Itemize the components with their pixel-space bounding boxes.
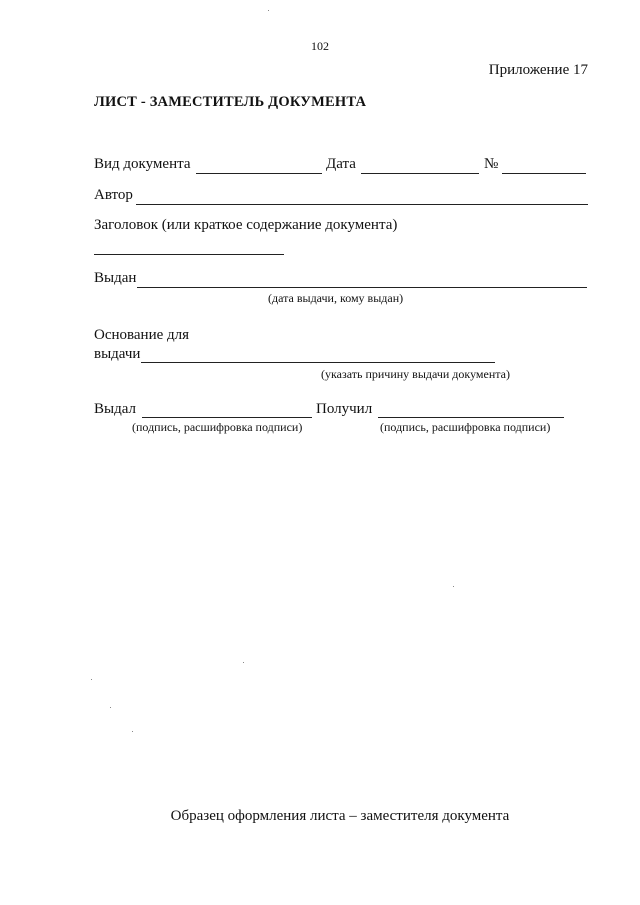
scan-speck: [91, 679, 92, 680]
doc-type-field[interactable]: [196, 173, 322, 174]
signature-caption-right: (подпись, расшифровка подписи): [380, 420, 551, 434]
author-label: Автор: [94, 187, 133, 203]
issued-field[interactable]: [137, 287, 587, 288]
basis-caption: (указать причину выдачи документа): [321, 367, 510, 381]
footer-caption: Образец оформления листа – заместителя документа: [170, 808, 510, 824]
issued-by-label: Выдал: [94, 401, 136, 417]
received-label: Получил: [316, 401, 373, 417]
date-label: Дата: [326, 156, 356, 172]
scan-speck: [453, 586, 454, 587]
appendix-label: Приложение 17: [488, 62, 588, 78]
number-label: №: [484, 156, 499, 172]
date-field[interactable]: [361, 173, 479, 174]
received-signature-field[interactable]: [378, 417, 564, 418]
scan-speck: [110, 707, 111, 708]
doc-type-label: Вид документа: [94, 156, 191, 172]
heading-label: Заголовок (или краткое содержание документа): [94, 217, 398, 233]
scan-speck: [132, 731, 133, 732]
issued-by-signature-field[interactable]: [142, 417, 312, 418]
signature-caption-left: (подпись, расшифровка подписи): [132, 420, 303, 434]
issued-label: Выдан: [94, 270, 137, 286]
basis-label-line2: выдачи: [94, 346, 141, 362]
scan-speck: [243, 662, 244, 663]
basis-field[interactable]: [141, 362, 495, 363]
heading-field[interactable]: [94, 254, 284, 255]
document-title: ЛИСТ - ЗАМЕСТИТЕЛЬ ДОКУМЕНТА: [94, 94, 367, 110]
author-field[interactable]: [136, 204, 588, 205]
page-number: 102: [311, 39, 329, 53]
number-field[interactable]: [502, 173, 586, 174]
basis-label-line1: Основание для: [94, 327, 190, 343]
scan-speck: [268, 10, 269, 11]
issued-caption: (дата выдачи, кому выдан): [268, 291, 404, 305]
